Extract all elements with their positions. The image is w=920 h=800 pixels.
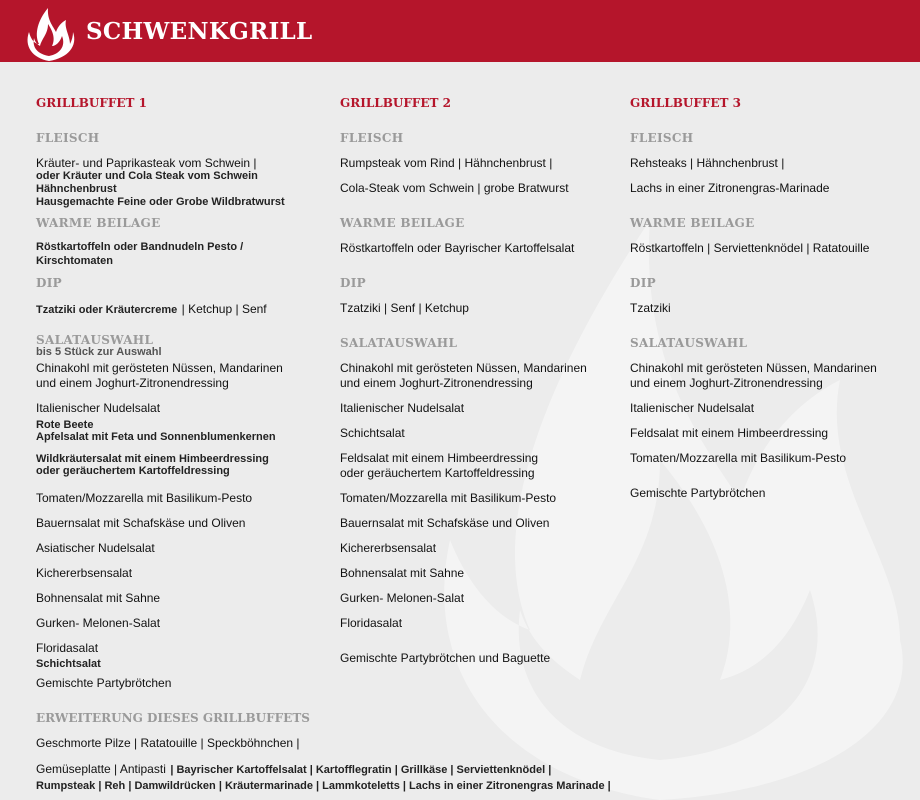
menu-item: oder geräuchertem Kartoffeldressing xyxy=(340,466,535,480)
menu-item: Chinakohl mit gerösteten Nüssen, Mandarinen xyxy=(630,361,877,375)
category-warme-beilage: WARME BEILAGE xyxy=(36,216,161,230)
menu-item: oder geräuchertem Kartoffeldressing xyxy=(36,465,230,477)
category-salatauswahl: SALATAUSWAHL xyxy=(340,336,458,350)
flame-watermark-icon xyxy=(360,160,920,800)
category-salatauswahl: SALATAUSWAHL xyxy=(36,333,154,347)
menu-item: Kräuter- und Paprikasteak vom Schwein | xyxy=(36,156,257,170)
menu-item: Hähnchenbrust xyxy=(36,183,117,195)
menu-item: Italienischer Nudelsalat xyxy=(630,401,755,415)
menu-item: Bohnensalat mit Sahne xyxy=(340,566,465,580)
menu-item-part: | Ketchup | Senf xyxy=(181,302,267,316)
menu-item: Tzatziki | Senf | Ketchup xyxy=(340,301,469,315)
extension-line xyxy=(36,760,551,778)
menu-item: Gemischte Partybrötchen xyxy=(630,486,766,500)
menu-item: Bauernsalat mit Schafskäse und Oliven xyxy=(340,516,550,530)
menu-item: Schichtsalat xyxy=(36,658,101,670)
category-subtitle: bis 5 Stück zur Auswahl xyxy=(36,346,162,358)
buffet-title: GRILLBUFFET 3 xyxy=(630,96,741,110)
extension-line: Rumpsteak | Reh | Damwildrücken | Kräutermarinade | Lammkoteletts | Lachs in einer Zitronengras Marinade | xyxy=(36,780,611,792)
buffet-title: GRILLBUFFET 1 xyxy=(36,96,147,110)
menu-item: Schichtsalat xyxy=(340,426,405,440)
category-dip: DIP xyxy=(630,276,656,290)
menu-item: und einem Joghurt-Zitronendressing xyxy=(36,376,229,390)
category-dip: DIP xyxy=(340,276,366,290)
menu-item: Bohnensalat mit Sahne xyxy=(36,591,161,605)
menu-item: Cola-Steak vom Schwein | grobe Bratwurst xyxy=(340,181,569,195)
menu-item: Apfelsalat mit Feta und Sonnenblumenkernen xyxy=(36,431,276,443)
menu-item: Kichererbsensalat xyxy=(36,566,133,580)
category-fleisch: FLEISCH xyxy=(340,131,404,145)
extension-line-part: Gemüseplatte | Antipasti xyxy=(36,762,166,776)
menu-item-part: Tzatziki oder Kräutercreme xyxy=(36,304,178,316)
category-fleisch: FLEISCH xyxy=(630,131,694,145)
buffet-title: GRILLBUFFET 2 xyxy=(340,96,451,110)
menu-item: Floridasalat xyxy=(36,641,99,655)
menu-item: Wildkräutersalat mit einem Himbeerdressing xyxy=(36,453,269,465)
menu-item: Kichererbsensalat xyxy=(340,541,437,555)
category-fleisch: FLEISCH xyxy=(36,131,100,145)
menu-item: Rumpsteak vom Rind | Hähnchenbrust | xyxy=(340,156,553,170)
menu-item: Lachs in einer Zitronengras-Marinade xyxy=(630,181,830,195)
menu-item: und einem Joghurt-Zitronendressing xyxy=(630,376,823,390)
menu-item: und einem Joghurt-Zitronendressing xyxy=(340,376,533,390)
menu-item: Italienischer Nudelsalat xyxy=(36,401,161,415)
menu-item: Chinakohl mit gerösteten Nüssen, Mandarinen xyxy=(340,361,587,375)
category-salatauswahl: SALATAUSWAHL xyxy=(630,336,748,350)
menu-item: Feldsalat mit einem Himbeerdressing xyxy=(340,451,539,465)
menu-item: Gurken- Melonen-Salat xyxy=(36,616,161,630)
extension-line-part: | Bayrischer Kartoffelsalat | Kartofflegratin | Grillkäse | Serviettenknödel | xyxy=(170,764,552,776)
menu-item: Gemischte Partybrötchen xyxy=(36,676,172,690)
menu-item: Gemischte Partybrötchen und Baguette xyxy=(340,651,551,665)
menu-item: Tomaten/Mozzarella mit Basilikum-Pesto xyxy=(36,491,253,505)
menu-item: Rehsteaks | Hähnchenbrust | xyxy=(630,156,785,170)
menu-item: Chinakohl mit gerösteten Nüssen, Mandarinen xyxy=(36,361,283,375)
menu-item: Hausgemachte Feine oder Grobe Wildbratwurst xyxy=(36,196,285,208)
flame-icon xyxy=(20,6,78,62)
category-warme-beilage: WARME BEILAGE xyxy=(630,216,755,230)
menu-item: Feldsalat mit einem Himbeerdressing xyxy=(630,426,829,440)
menu-item: Italienischer Nudelsalat xyxy=(340,401,465,415)
menu-item: Gurken- Melonen-Salat xyxy=(340,591,465,605)
menu-item: Röstkartoffeln | Serviettenknödel | Ratatouille xyxy=(630,241,870,255)
menu-item: Röstkartoffeln oder Bayrischer Kartoffelsalat xyxy=(340,241,575,255)
menu-item: Röstkartoffeln oder Bandnudeln Pesto / xyxy=(36,241,244,253)
menu-item: Asiatischer Nudelsalat xyxy=(36,541,155,555)
category-dip: DIP xyxy=(36,276,62,290)
menu-item-dip xyxy=(36,300,267,318)
menu-item: Rote Beete xyxy=(36,419,94,431)
menu-item: Tomaten/Mozzarella mit Basilikum-Pesto xyxy=(630,451,847,465)
menu-item: Tomaten/Mozzarella mit Basilikum-Pesto xyxy=(340,491,557,505)
extension-line: Geschmorte Pilze | Ratatouille | Speckböhnchen | xyxy=(36,736,300,750)
menu-item: oder Kräuter und Cola Steak vom Schwein xyxy=(36,170,258,182)
brand-title: SCHWENKGRILL xyxy=(86,18,313,45)
menu-item: Bauernsalat mit Schafskäse und Oliven xyxy=(36,516,246,530)
menu-item: Tzatziki xyxy=(630,301,671,315)
menu-item: Floridasalat xyxy=(340,616,403,630)
extension-title: ERWEITERUNG DIESES GRILLBUFFETS xyxy=(36,711,310,725)
category-warme-beilage: WARME BEILAGE xyxy=(340,216,465,230)
header-bar xyxy=(0,0,920,62)
menu-item: Kirschtomaten xyxy=(36,255,114,267)
